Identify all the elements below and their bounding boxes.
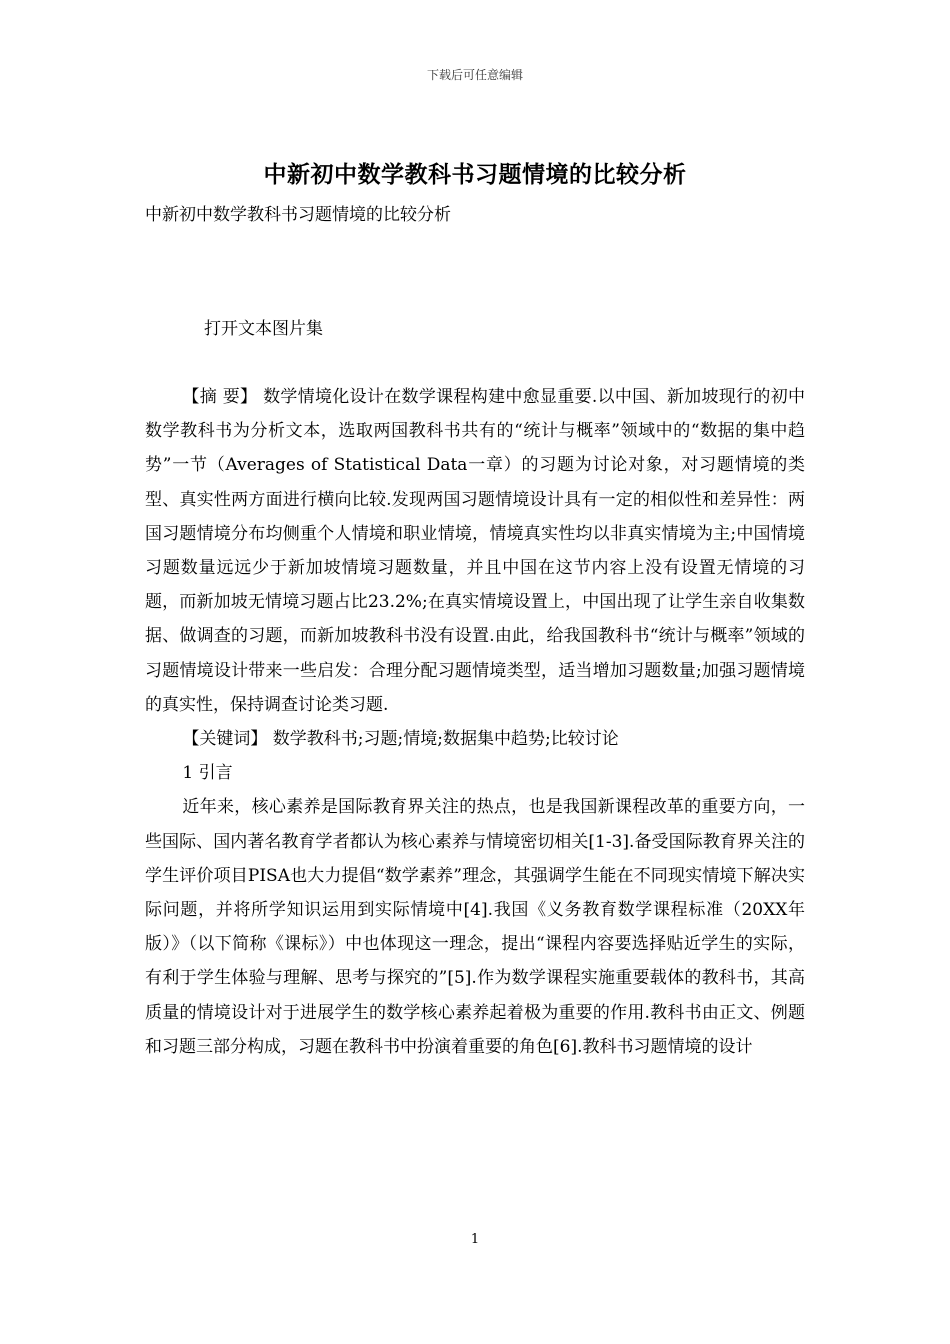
abstract-paragraph <box>145 380 805 722</box>
page-number: 1 <box>470 1232 480 1247</box>
document-subtitle: 中新初中数学教科书习题情境的比较分析 <box>145 205 451 225</box>
document-body <box>145 380 805 1064</box>
abstract-text: 数学情境化设计在数学课程构建中愈显重要.以中国、新加坡现行的初中数学教科书为分析文本，选取两国教科书共有的“统计与概率”领域中的“数据的集中趋势”一节（Averages of Statistical Data一章）的习题为讨论对象，对习题情境的类型、真实性两方面进行横向比较.发现两国习题情境设计具有一定的相似性和差异性：两国习题情境分布均侧重个人情境和职业情境，情境真实性均以非真实情境为主;中国情境习题数量远远少于新加坡情境习题数量，并且中国在这节内容上没有设置无情境的习题，而新加坡无情境习题占比23.2%;在真实情境设置上，中国出现了让学生亲自收集数据、做调查的习题，而新加坡教科书没有设置.由此，给我国教科书“统计与概率”领域的习题情境设计带来一些启发：合理分配习题情境类型，适当增加习题数量;加强习题情境的真实性，保持调查讨论类习题. <box>145 387 806 715</box>
document-title: 中新初中数学教科书习题情境的比较分析 <box>263 161 687 188</box>
header-note: 下载后可任意编辑 <box>426 68 523 82</box>
abstract-label: 【摘 要】 <box>182 387 258 407</box>
open-image-gallery-link[interactable]: 打开文本图片集 <box>204 319 323 339</box>
keywords-paragraph <box>145 722 805 756</box>
keywords-text: 数学教科书;习题;情境;数据集中趋势;比较讨论 <box>272 729 619 750</box>
keywords-label: 【关键词】 <box>182 729 268 750</box>
section-paragraph: 近年来，核心素养是国际教育界关注的热点，也是我国新课程改革的重要方向，一些国际、国内著名教育学者都认为核心素养与情境密切相关[1-3].备受国际教育界关注的学生评价项目PISA也大力提倡“数学素养”理念，其强调学生能在不同现实情境下解决实际问题，并将所学知识运用到实际情境中[4].我国《义务教育数学课程标准（20XX年版）》（以下简称《课标》）中也体现这一理念，提出“课程内容要选择贴近学生的实际，有利于学生体验与理解、思考与探究的”[5].作为数学课程实施重要载体的教科书，其高质量的情境设计对于进展学生的数学核心素养起着极为重要的作用.教科书由正文、例题和习题三部分构成，习题在教科书中扮演着重要的角色[6].教科书习题情境的设计 <box>145 797 805 1057</box>
section-heading: 1 引言 <box>182 763 233 784</box>
